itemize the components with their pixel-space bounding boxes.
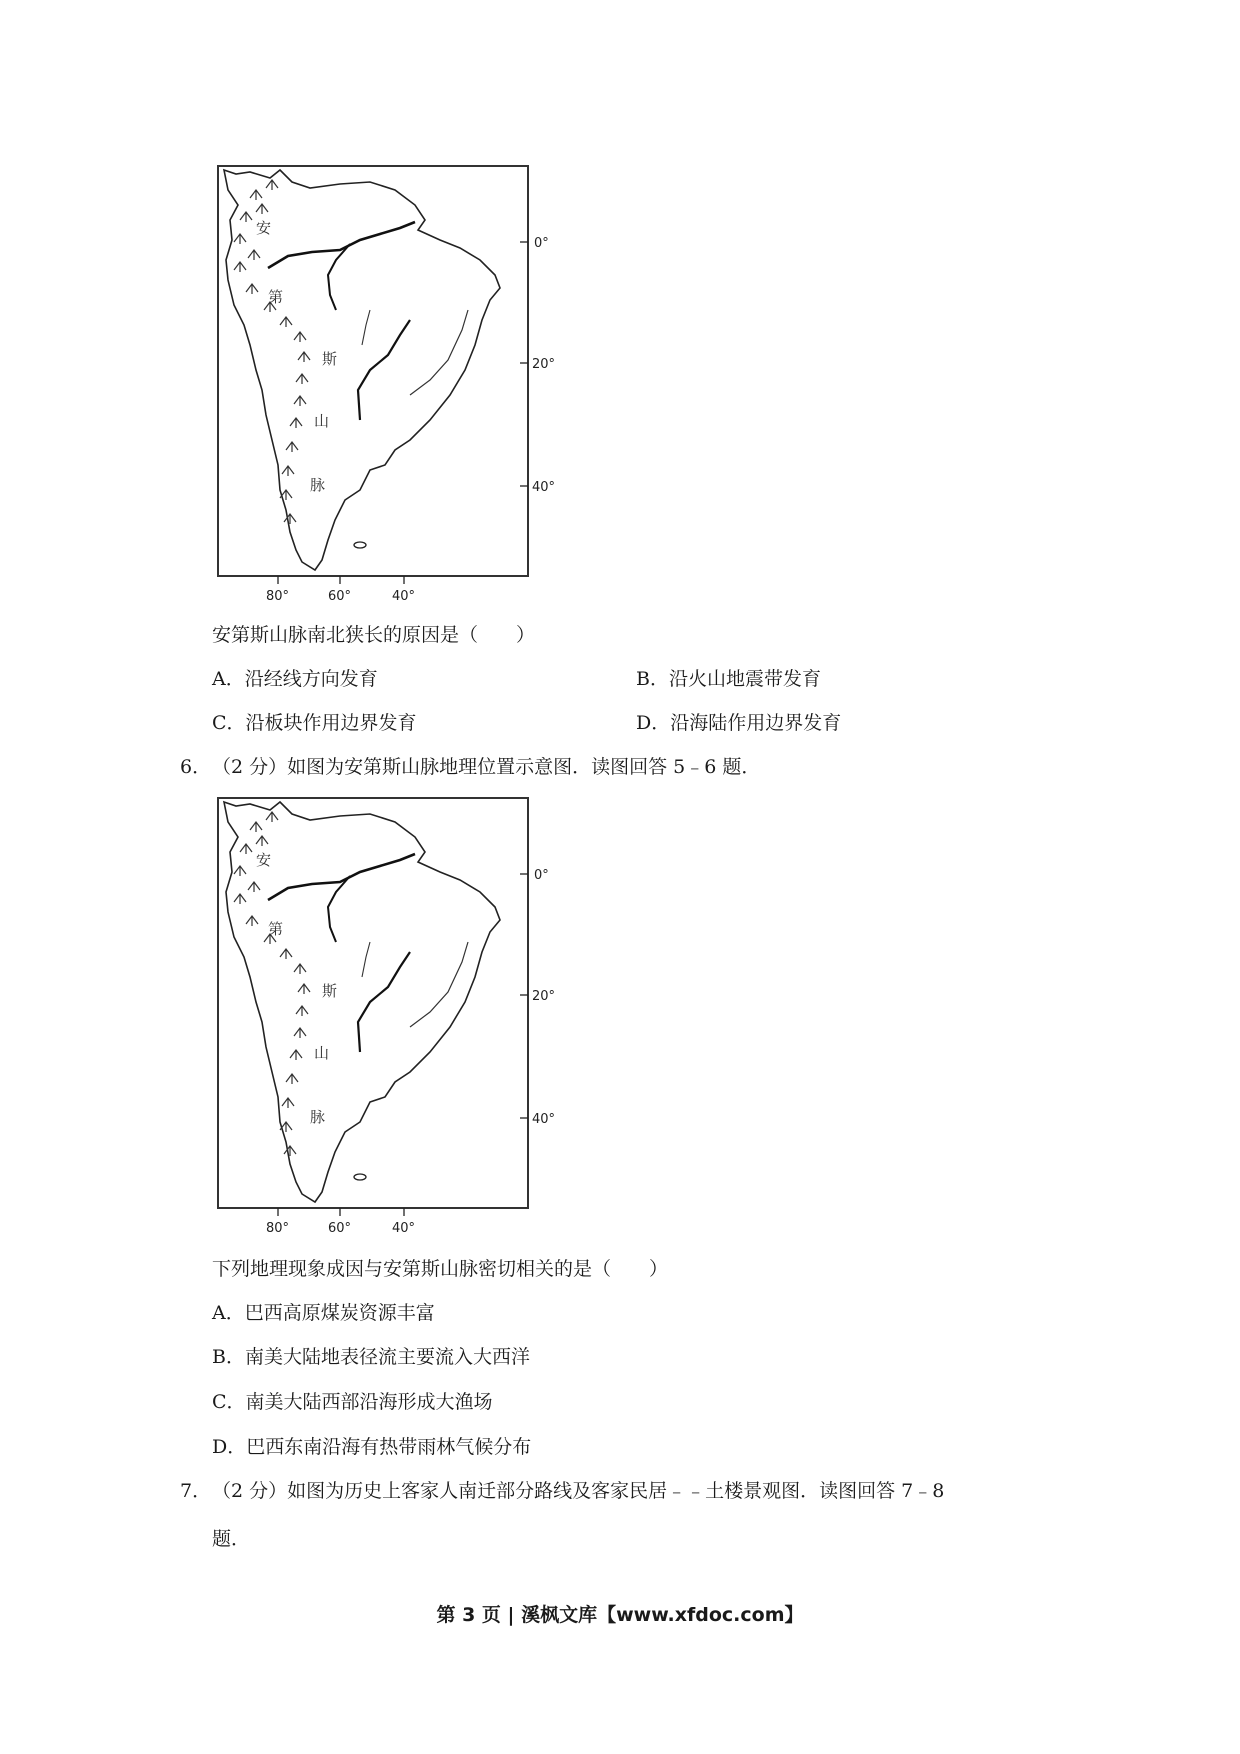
mountain-label-4: 山 [314, 412, 330, 430]
mountain-label-2: 第 [268, 288, 284, 306]
lat-label-20: 20° [532, 357, 556, 372]
lat-label-20: 20° [532, 989, 556, 1004]
mountain-label-5: 脉 [310, 476, 326, 494]
minor-river [362, 310, 370, 345]
lon-label-60: 60° [328, 1221, 352, 1236]
andes-map-2 [210, 792, 570, 1242]
lat-label-40: 40° [532, 480, 556, 495]
q7-number: 7． [180, 1480, 212, 1502]
mountain-label-5: 脉 [310, 1108, 326, 1126]
q6-option-a: A．巴西高原煤炭资源丰富 [212, 1302, 435, 1324]
q6-option-b: B．南美大陆地表径流主要流入大西洋 [212, 1346, 530, 1368]
mountain-label-1: 安 [256, 851, 272, 869]
falkland-islands [354, 542, 366, 548]
q6-option-d: D．巴西东南沿海有热带雨林气候分布 [212, 1436, 532, 1458]
lon-label-60: 60° [328, 589, 352, 604]
mountain-label-3: 斯 [322, 350, 338, 368]
lat-label-0: 0° [534, 236, 549, 251]
mountain-label-2: 第 [268, 920, 284, 938]
lon-label-80: 80° [266, 1221, 290, 1236]
q5-option-c: C．沿板块作用边界发育 [212, 712, 417, 734]
q7-intro-line2: 题． [212, 1528, 251, 1550]
madeira-river [328, 244, 350, 310]
sao-francisco-river [410, 310, 468, 395]
mountain-label-4: 山 [314, 1044, 330, 1062]
andes-map-1 [210, 160, 570, 610]
q5-option-d: D．沿海陆作用边界发育 [636, 712, 842, 734]
andes-symbols [234, 180, 310, 524]
q5-option-a: A．沿经线方向发育 [212, 668, 378, 690]
parana-river [358, 320, 410, 420]
q6-number: 6． [180, 756, 212, 778]
q5-stem: 安第斯山脉南北狭长的原因是（ ） [212, 624, 536, 646]
lon-label-80: 80° [266, 589, 290, 604]
q7-intro-line1: （2 分）如图为历史上客家人南迁部分路线及客家民居﹣﹣土楼景观图．读图回答 7﹣8 [212, 1480, 945, 1502]
page-footer: 第 3 页 | 溪枫文库【www.xfdoc.com】 [436, 1604, 804, 1626]
lat-label-40: 40° [532, 1112, 556, 1127]
lat-label-0: 0° [534, 868, 549, 883]
amazon-river [268, 222, 415, 268]
lon-label-40: 40° [392, 1221, 416, 1236]
mountain-label-3: 斯 [322, 982, 338, 1000]
mountain-label-1: 安 [256, 219, 272, 237]
lon-label-40: 40° [392, 589, 416, 604]
q6-intro: （2 分）如图为安第斯山脉地理位置示意图．读图回答 5﹣6 题． [212, 756, 761, 778]
q6-option-c: C．南美大陆西部沿海形成大渔场 [212, 1391, 493, 1413]
q5-option-b: B．沿火山地震带发育 [636, 668, 821, 690]
q6-stem: 下列地理现象成因与安第斯山脉密切相关的是（ ） [212, 1258, 669, 1280]
